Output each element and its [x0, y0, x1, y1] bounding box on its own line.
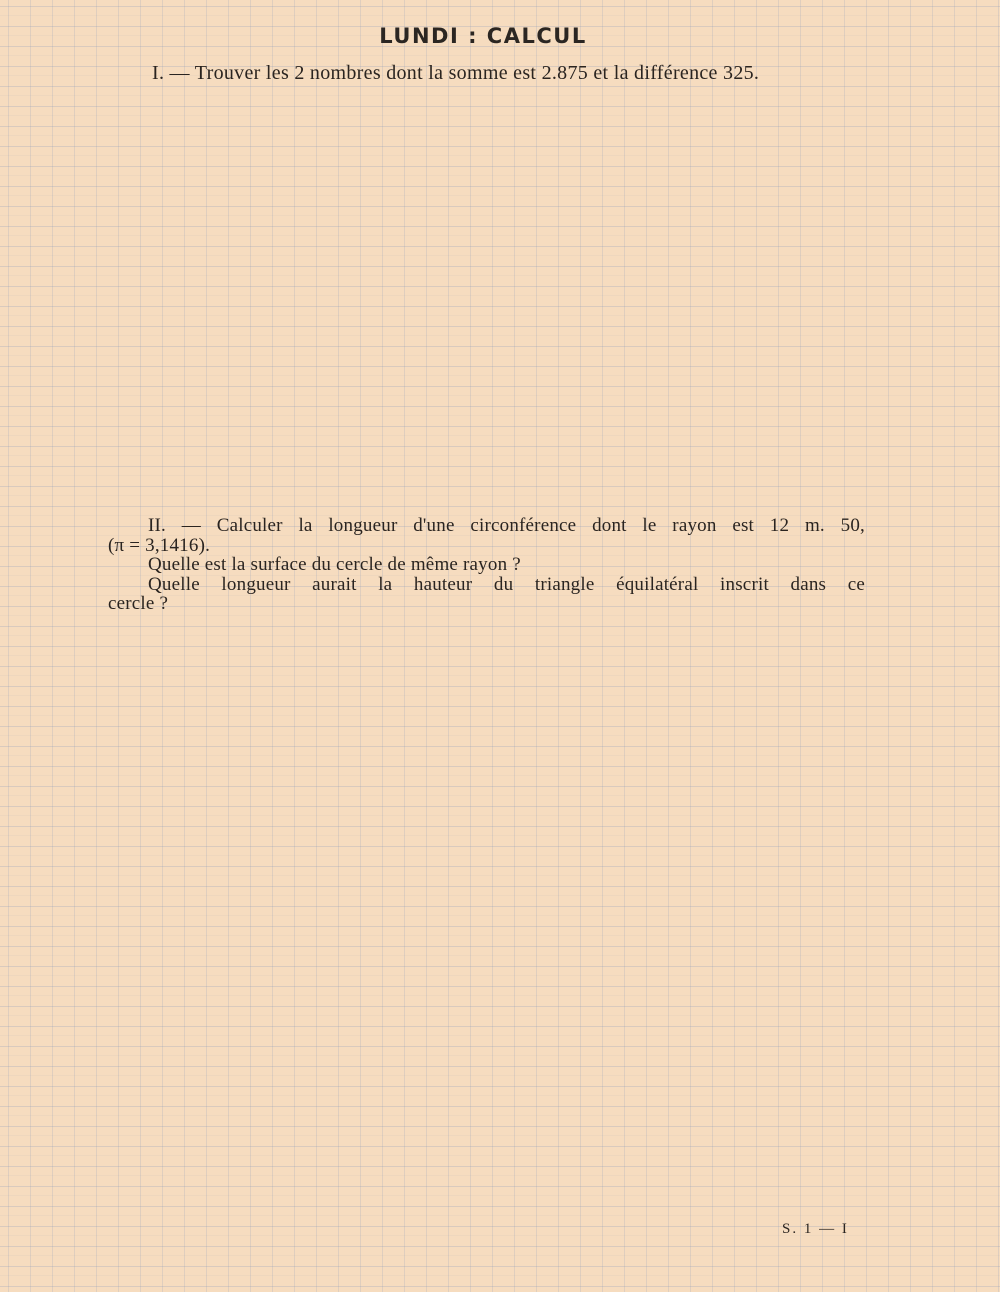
exercise-2-line-2: (π = 3,1416). — [108, 534, 211, 556]
exercise-2-line-3: Quelle est la surface du cercle de même rayon ? — [148, 554, 521, 575]
exercise-2-line-1: II. — Calculer la longueur d'une circonférence dont le rayon est 12 m. 50, — [148, 515, 865, 536]
exercise-2-line-5: cercle ? — [108, 593, 169, 614]
exercise-2-block — [108, 516, 865, 614]
page-title: LUNDI : CALCUL — [379, 24, 587, 48]
exercise-1-text: I. — Trouver les 2 nombres dont la somme est 2.875 et la différence 325. — [152, 62, 760, 84]
page-reference: S. 1 — I — [782, 1221, 849, 1237]
exercise-2-line-4: Quelle longueur aurait la hauteur du triangle équilatéral inscrit dans ce — [148, 573, 865, 595]
